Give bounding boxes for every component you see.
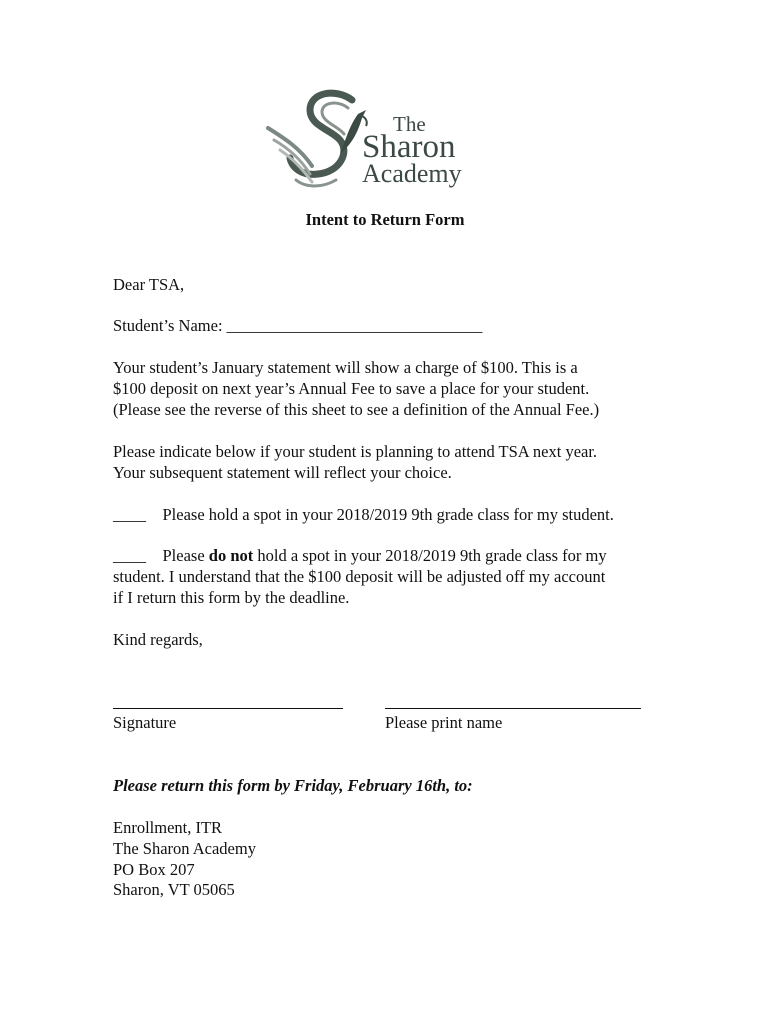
paragraph-line: $100 deposit on next year’s Annual Fee to save a place for your student. [113,378,590,398]
address-line: Sharon, VT 05065 [113,880,235,900]
paragraph-line: (Please see the reverse of this sheet to see a definition of the Annual Fee.) [113,399,600,419]
paragraph-line: Your subsequent statement will reflect your choice. [113,462,452,482]
hold-spot-text: Please hold a spot in your 2018/2019 9th grade class for my student. [162,505,614,524]
address-line: The Sharon Academy [113,838,256,858]
not-hold-pre: Please [162,546,209,565]
print-name-label: Please print name [385,713,503,732]
paragraph-line: Your student’s January statement will show a charge of $100. This is a [113,358,578,377]
option-not-hold-spot [113,546,607,608]
greeting: Dear TSA, [113,275,185,294]
address-line: Enrollment, ITR [113,818,223,837]
indicate-paragraph [113,442,597,484]
return-instructions: Please return this form by Friday, February 16th, to: [113,776,473,795]
signature-label: Signature [113,713,177,732]
address-line: PO Box 207 [113,859,195,879]
not-hold-post: hold a spot in your 2018/2019 9th grade class for my [253,546,607,565]
mailing-address [113,818,256,901]
not-hold-spot-blank[interactable]: ____ [113,546,146,565]
print-name-line[interactable] [385,708,641,709]
logo-the: The [393,112,426,136]
not-hold-line2: student. I understand that the $100 deposit will be adjusted off my account [113,566,606,586]
option-hold-spot [113,505,614,526]
charge-paragraph [113,358,599,420]
signature-line[interactable] [113,708,343,709]
closing: Kind regards, [113,630,203,649]
do-not-emphasis: do not [208,546,254,565]
paragraph-line: Please indicate below if your student is planning to attend TSA next year. [113,442,598,461]
logo-sharon: Sharon [362,129,456,165]
logo-academy: Academy [362,159,462,188]
student-name-field[interactable]: Student’s Name: _______________________________ [113,316,483,335]
hold-spot-blank[interactable]: ____ [113,505,146,524]
not-hold-line3: if I return this form by the deadline. [113,587,350,607]
form-title: Intent to Return Form [305,210,465,229]
